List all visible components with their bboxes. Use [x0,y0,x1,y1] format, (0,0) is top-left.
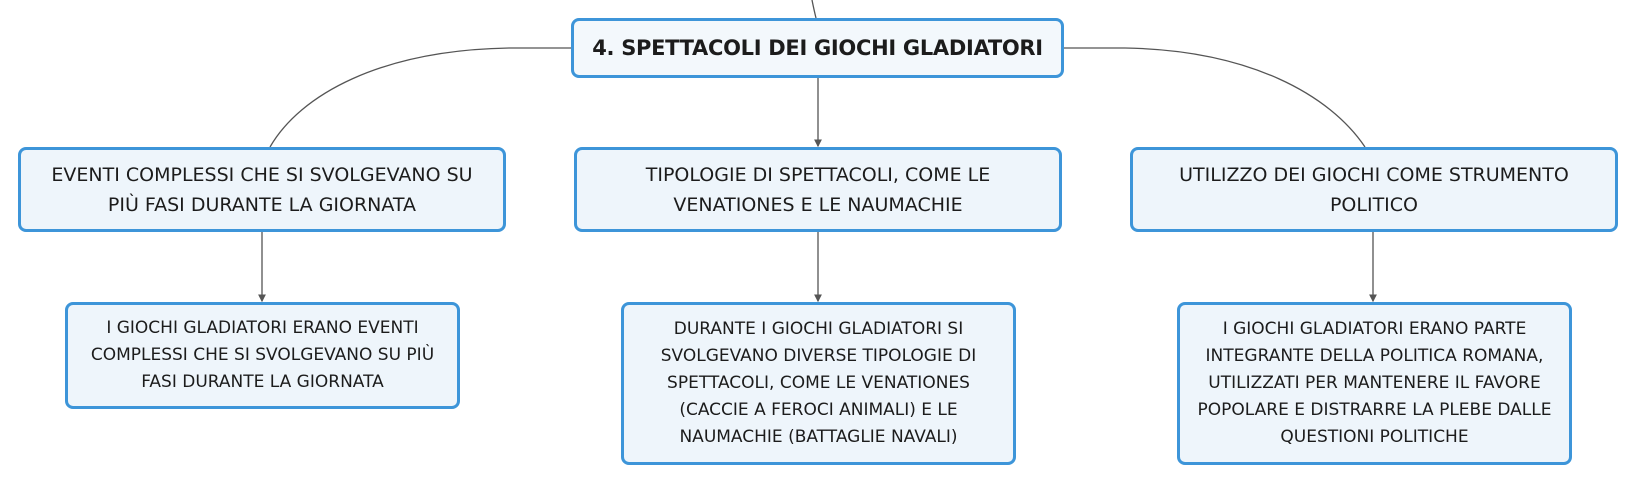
branch-1-label: EVENTI COMPLESSI CHE SI SVOLGEVANO SU PIÙ FASI DURANTE LA GIORNATA [51,163,473,216]
detail-node-2[interactable] [621,302,1016,465]
detail-node-3[interactable] [1177,302,1572,465]
central-topic-title: 4. SPETTACOLI DEI GIOCHI GLADIATORI [592,36,1043,60]
branch-node-3[interactable] [1130,147,1618,232]
incoming-connector [812,0,816,18]
detail-1-text: I GIOCHI GLADIATORI ERANO EVENTI COMPLESSI CHE SI SVOLGEVANO SU PIÙ FASI DURANTE LA GIORNATA [90,318,435,392]
connector-root-to-branch-3 [1064,48,1365,147]
detail-node-1[interactable] [65,302,460,409]
branch-2-label: TIPOLOGIE DI SPETTACOLI, COME LE VENATIONES E LE NAUMACHIE [645,163,991,216]
central-topic-node[interactable] [571,18,1064,78]
detail-3-text: I GIOCHI GLADIATORI ERANO PARTE INTEGRANTE DELLA POLITICA ROMANA, UTILIZZATI PER MANTENERE IL FAVORE POPOLARE E DISTRARRE LA PLEBE DALLE QUESTIONI POLITICHE [1197,319,1552,447]
detail-2-text: DURANTE I GIOCHI GLADIATORI SI SVOLGEVANO DIVERSE TIPOLOGIE DI SPETTACOLI, COME LE VENATIONES (CACCIE A FEROCI ANIMALI) E LE NAUMACHIE (BATTAGLIE NAVALI) [660,319,977,447]
branch-node-1[interactable] [18,147,506,232]
connector-root-to-branch-1 [270,48,571,147]
branch-3-label: UTILIZZO DEI GIOCHI COME STRUMENTO POLITICO [1179,163,1569,216]
branch-node-2[interactable] [574,147,1062,232]
